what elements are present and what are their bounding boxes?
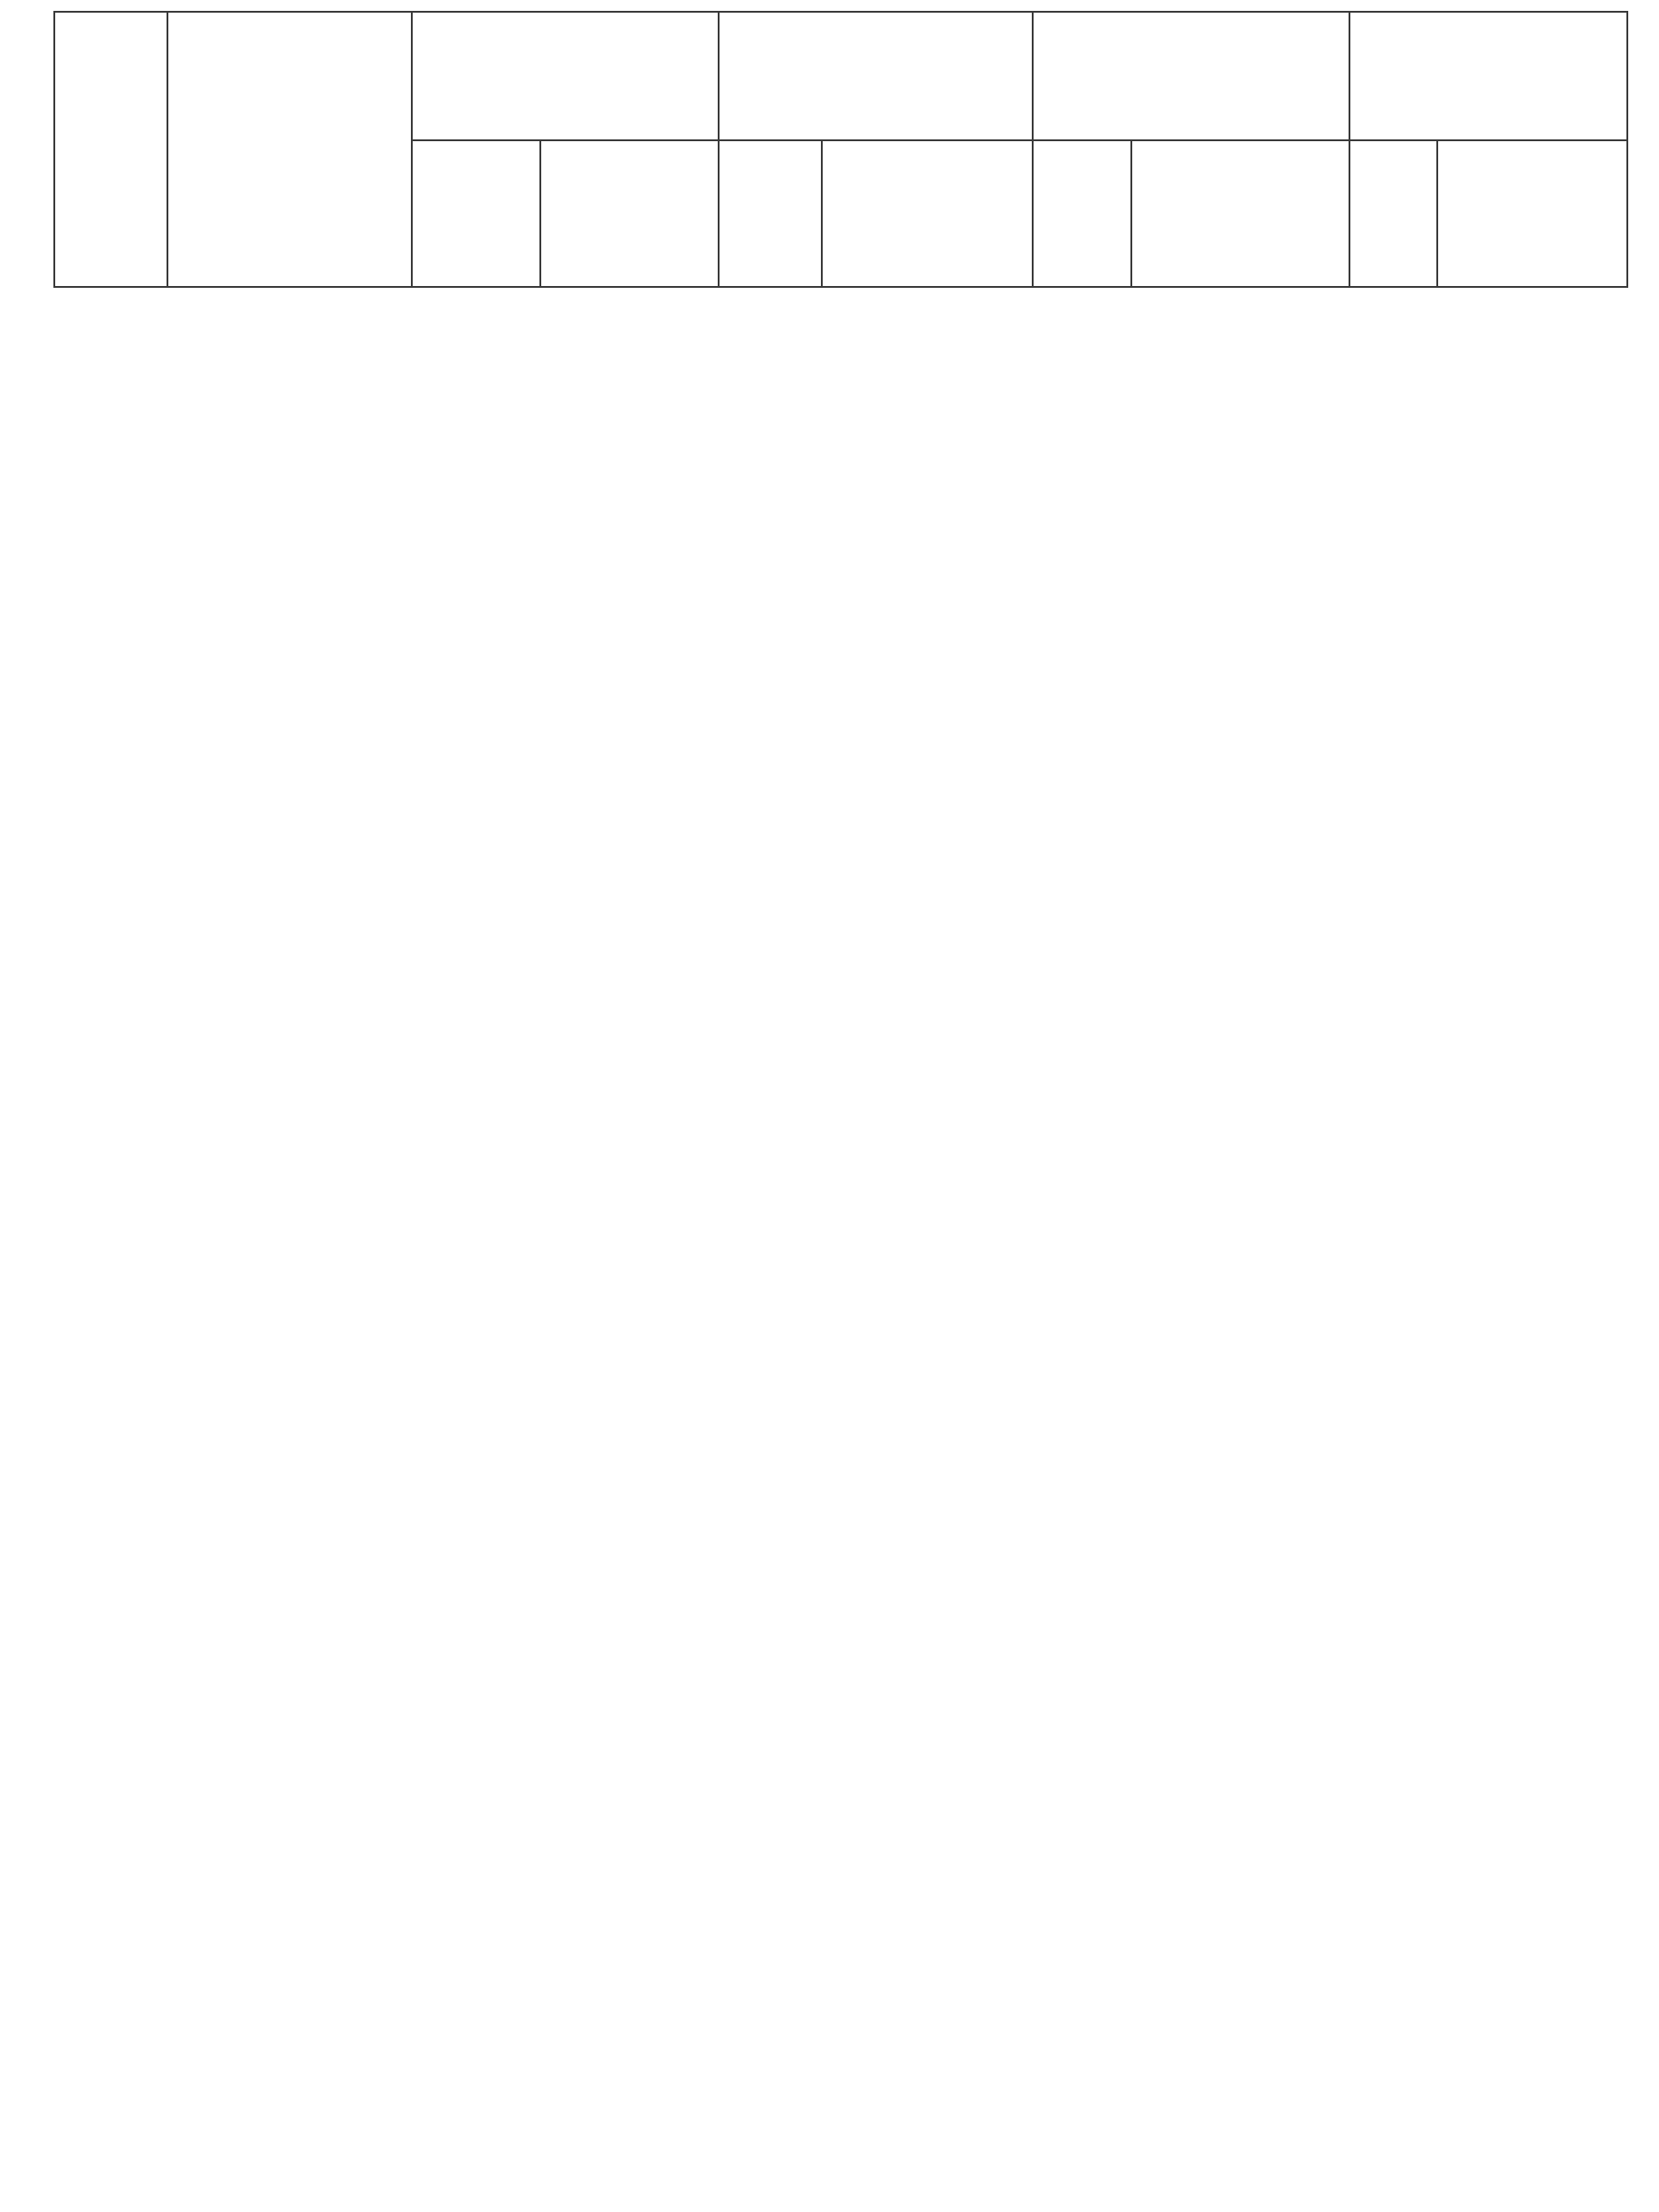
header-row-groups: [54, 12, 1627, 140]
header-amount: [540, 140, 719, 287]
header-count: [412, 140, 540, 287]
header-amount: [1437, 140, 1627, 287]
header-index: [54, 12, 167, 287]
allowance-table-part-1: [53, 11, 1628, 288]
header-total-group: [412, 12, 719, 140]
header-count: [1349, 140, 1437, 287]
header-count: [719, 140, 822, 287]
header-group-100: [1349, 12, 1627, 140]
header-group-90-99: [1033, 12, 1349, 140]
header-group-80-89: [719, 12, 1033, 140]
header-amount: [1131, 140, 1349, 287]
header-amount: [822, 140, 1033, 287]
header-unit: [167, 12, 412, 287]
header-count: [1033, 140, 1131, 287]
